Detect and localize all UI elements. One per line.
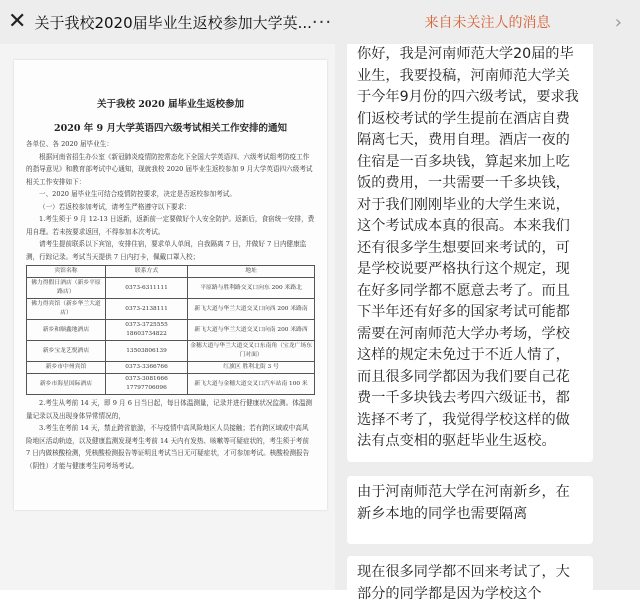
message-header — [335, 0, 640, 44]
table-cell: 新乡宝龙艺悦酒店 — [27, 341, 106, 362]
table-cell: 新飞大道与华兰大道交叉口向西 200 米路南 — [188, 299, 315, 320]
table-row — [27, 278, 315, 299]
table-header-row — [27, 266, 315, 278]
message-panel — [335, 0, 640, 602]
document-title-line1: 关于我校 2020 届毕业生返校参加 — [96, 99, 245, 110]
table-cell: 新乡和顺鑫地酒店 — [27, 320, 106, 341]
table-cell: 佛力得假日酒店（新乡平原路店） — [27, 278, 106, 299]
document-paragraph: 根据河南省招生办公室《新冠肺炎疫情防控常态化下全国大学英语四、六级考试组考防疫工作的指导意见》和教育部考试中心通知，现就我校 2020 届毕业生返校参加 9 月大学英语四六级考试相关工作安排如下： — [26, 152, 313, 186]
document-page — [14, 60, 327, 510]
table-cell: 新乡市海星国际酒店 — [27, 374, 106, 395]
table-cell: 0373-3081666 17797706096 — [105, 374, 187, 395]
table-cell: 金穗大道与华兰大道交叉口东南角（宝龙广场东门对面） — [188, 341, 315, 362]
table-cell: 0373-2138111 — [105, 299, 187, 320]
document-paragraph: 一、2020 届毕业生可结合疫情防控要求，决定是否返校参加考试。 — [39, 190, 236, 198]
message-bubble[interactable]: 你好，我是河南师范大学20届的毕业生，我要投稿，河南师范大学关于今年9月份的四六级考试，要求我们返校考试的学生提前在酒店自费隔离七天，费用自理。酒店一夜的住宿是一百多块钱，算起来加上吃饭的费用，一共需要一千多块钱，对于我们刚刚毕业的大学生来说，这个考试成本真的很高。本来我们还有很多学生想要回来考试的，可是学校说要严格执行这个规定，现在好多同学都不愿意去考了。而且下半年还有好多的国家考试可能都需要在河南师范大学办考场，学校这样的规定未免过于不近人情了，而且很多同学都因为我们要自己花费一千多块钱去考四六级证书，都选择不考了，我觉得学校这样的做法有点变相的驱赶毕业生返校。 — [347, 44, 593, 462]
table-header-cell: 联系方式 — [105, 266, 187, 278]
table-header-cell: 宾馆名称 — [27, 266, 106, 278]
close-icon[interactable]: ✕ — [8, 9, 27, 34]
window-title: 关于我校2020届毕业生返校参加大学英... — [34, 13, 312, 32]
message-header-title: 来自未关注人的消息 — [424, 15, 551, 31]
table-cell: 0373-3725555 18603734822 — [105, 320, 187, 341]
table-row — [27, 299, 315, 320]
table-cell: 佛力得宾馆（新乡华兰大道店） — [27, 299, 106, 320]
table-row — [27, 341, 315, 362]
document-paragraph: 3.考生在考前 14 天，禁止跨省旅游，不与疫情中高风险地区人员接触；若有跨区域或中高风险地区活动轨迹，以及健康监测发现考生考前 14 天内有发热、咳嗽等可疑症状的，考生须于考前 7 日内做核酸检测，凭核酸检测报告等证明且考试当日无可疑症状，才可参加考试。核酸检测报告（阴性）才能与健康考生同考场考试。 — [26, 424, 310, 470]
document-paragraph: 2.考生从考前 14 天，即 9 月 6 日当日起，每日体温测量，记录并进行健康状况监测。体温测量记录以及出现身体异常情况的， — [26, 399, 313, 420]
table-cell: 0373-6311111 — [105, 278, 187, 299]
message-bubble[interactable]: 现在很多同学都不回来考试了，大部分的同学都是因为学校这个 — [347, 556, 593, 616]
table-cell: 红旗区 胜利北街 3 号 — [188, 362, 315, 374]
table-cell: 新乡市中州宾馆 — [27, 362, 106, 374]
table-row — [27, 320, 315, 341]
message-bubble[interactable]: 由于河南师范大学在河南新乡，在新乡本地的同学也需要隔离 — [347, 476, 593, 544]
chevron-right-icon[interactable]: › — [614, 12, 622, 33]
table-cell: 平原路与胜利路交叉口向东 200 米路北 — [188, 278, 315, 299]
table-row — [27, 362, 315, 374]
document-paragraph: 请考生提前联系以下宾馆，安排住宿，要求单人单间，自我隔离 7 日，并做好 7 日内健康监测，行踪记录。考试当天提供 7 日内打卡，佩戴口罩入校； — [26, 240, 307, 261]
document-salutation: 各单位、各 2020 届毕业生： — [26, 140, 113, 148]
document-title-line2: 2020 年 9 月大学英语四六级考试相关工作安排的通知 — [54, 123, 287, 134]
document-paragraph: 1.考生须于 9 月 12-13 日返新，返新前一定要做好个人安全防护。返新后，食宿统一安排，费用自理。若未按要求返回，不得参加本次考试。 — [26, 215, 315, 236]
more-options-icon[interactable]: ··· — [311, 11, 333, 33]
table-cell: 新飞大道与华兰大道交叉口向南 200 米路西 — [188, 320, 315, 341]
table-cell: 0373-3366766 — [105, 362, 187, 374]
table-cell: 新飞大道与金穗大道交叉口汽车站南 100 米 — [188, 374, 315, 395]
table-row — [27, 374, 315, 395]
table-header-cell: 地址 — [188, 266, 315, 278]
document-title-bar — [0, 0, 335, 44]
document-paragraph: （一）若返校参加考试，请考生严格遵守以下要求： — [39, 202, 191, 211]
table-cell: 13503806139 — [105, 341, 187, 362]
hotel-table — [26, 265, 315, 395]
